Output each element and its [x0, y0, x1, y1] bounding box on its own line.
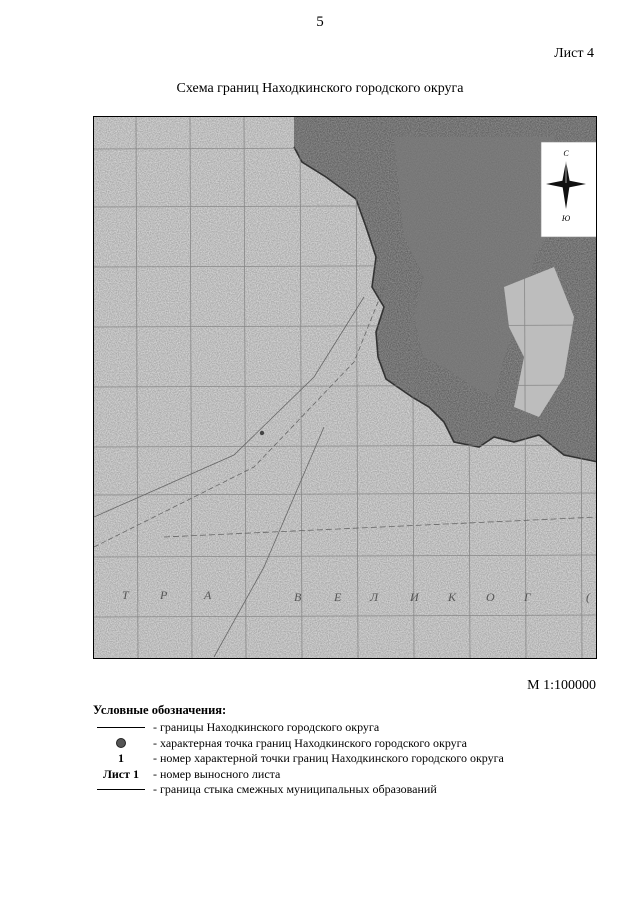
sheet-number-symbol: Лист 1 [102, 766, 140, 781]
legend-text: - номер характерной точки границ Находкинского городского округа [153, 751, 504, 766]
legend-symbol [93, 789, 149, 790]
junction-line-icon [97, 789, 145, 790]
legend-symbol [93, 727, 149, 728]
buoy-marker [260, 431, 264, 435]
sea-label-letter: Е [334, 590, 342, 604]
page-number: 5 [316, 14, 324, 30]
legend-text: - граница стыка смежных муниципальных образований [153, 782, 437, 797]
legend-item [93, 720, 613, 736]
legend-item [93, 751, 613, 767]
legend [93, 703, 613, 798]
sea-label-letter: В [294, 590, 302, 604]
legend-symbol [93, 738, 149, 748]
legend-symbol [93, 767, 149, 782]
point-number-symbol: 1 [118, 751, 124, 766]
sea-label-letter: А [204, 588, 212, 602]
legend-item [93, 782, 613, 798]
map-image [94, 117, 597, 659]
boundary-line-icon [97, 727, 145, 728]
boundary-point-icon [116, 738, 126, 748]
legend-text: - характерная точка границ Находкинского городского округа [153, 735, 467, 750]
sea-label-letter: Л [370, 590, 379, 604]
legend-item [93, 736, 613, 752]
map-scheme [93, 116, 597, 659]
legend-item [93, 767, 613, 783]
legend-text: - номер выносного листа [153, 766, 281, 781]
legend-title: Условные обозначения: [93, 703, 227, 717]
sea-label-letter: Г [524, 590, 531, 604]
sea-label-letter: О [486, 590, 495, 604]
sea-label-letter: Р [160, 588, 168, 602]
sea-label-letter: ( [586, 590, 590, 604]
sea-label-letter: Т [122, 588, 129, 602]
compass-rose [541, 142, 597, 237]
compass-north-label: С [563, 149, 569, 158]
sheet-label: Лист 4 [554, 46, 594, 61]
legend-symbol [93, 751, 149, 766]
compass-south-label: Ю [561, 214, 571, 223]
legend-text: - границы Находкинского городского округа [153, 720, 380, 735]
sea-label-letter: И [410, 590, 419, 604]
document-title: Схема границ Находкинского городского округа [176, 81, 464, 96]
sea-label-letter: К [448, 590, 456, 604]
map-scale: М 1:100000 [527, 678, 596, 693]
